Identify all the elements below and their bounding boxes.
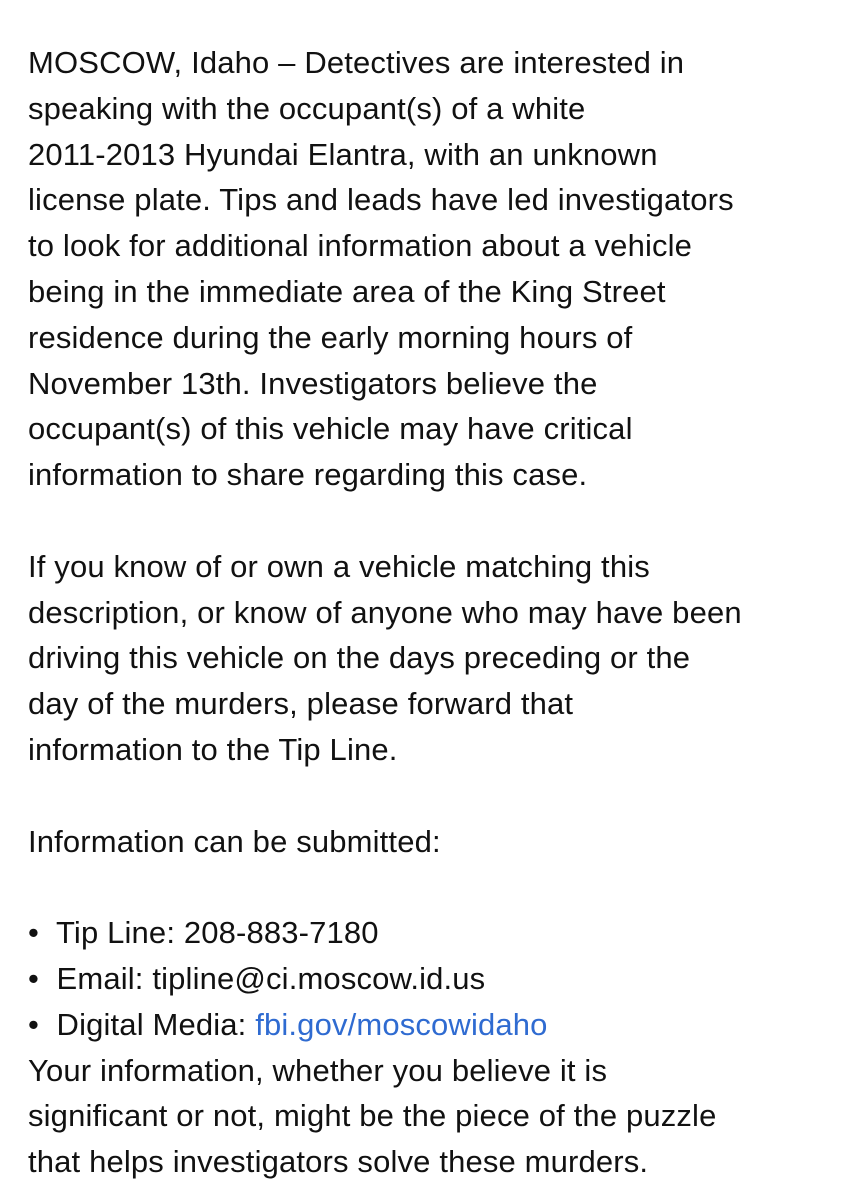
list-item-email — [28, 956, 848, 1002]
paragraph-intro — [28, 40, 848, 498]
bullet-icon: • — [28, 915, 48, 951]
submit-heading: Information can be submitted: — [28, 823, 441, 859]
text-line: information to share regarding this case. — [28, 457, 588, 493]
list-item-digital-media — [28, 1002, 848, 1048]
paragraph-request — [28, 544, 848, 773]
text-line: license plate. Tips and leads have led investigators — [28, 182, 734, 218]
paragraph-spacer — [28, 773, 848, 819]
text-line: 2011-2013 Hyundai Elantra, with an unknown — [28, 136, 658, 172]
contact-list — [28, 910, 848, 1047]
text-line: day of the murders, please forward that — [28, 686, 574, 722]
text-line: residence during the early morning hours of — [28, 319, 633, 355]
text-line: significant or not, might be the piece of the puzzle — [28, 1098, 717, 1134]
text-line: information to the Tip Line. — [28, 731, 398, 767]
bullet-icon: • — [28, 1006, 48, 1042]
digital-media-link[interactable]: fbi.gov/moscowidaho — [255, 1006, 548, 1042]
text-line: November 13th. Investigators believe the — [28, 365, 598, 401]
tip-line-text: Tip Line: 208-883-7180 — [55, 915, 379, 951]
text-line: If you know of or own a vehicle matching this — [28, 548, 650, 584]
paragraph-closing — [28, 1048, 848, 1185]
bullet-icon: • — [28, 960, 48, 996]
email-text: Email: tipline@ci.moscow.id.us — [56, 960, 486, 996]
digital-media-label: Digital Media: — [56, 1006, 256, 1042]
paragraph-spacer — [28, 498, 848, 544]
text-line: description, or know of anyone who may have been — [28, 594, 742, 630]
list-item-tip-line — [28, 910, 848, 956]
text-line: Your information, whether you believe it is — [28, 1052, 608, 1088]
text-line: occupant(s) of this vehicle may have critical — [28, 411, 633, 447]
text-line: being in the immediate area of the King Street — [28, 273, 666, 309]
press-release-text — [28, 40, 848, 1185]
paragraph-spacer — [28, 864, 848, 910]
text-line: MOSCOW, Idaho – Detectives are interested in — [28, 45, 685, 80]
text-line: to look for additional information about a vehicle — [28, 228, 693, 264]
text-line: driving this vehicle on the days preceding or the — [28, 640, 691, 676]
text-line: speaking with the occupant(s) of a white — [28, 90, 586, 126]
text-line: that helps investigators solve these murders. — [28, 1144, 649, 1180]
